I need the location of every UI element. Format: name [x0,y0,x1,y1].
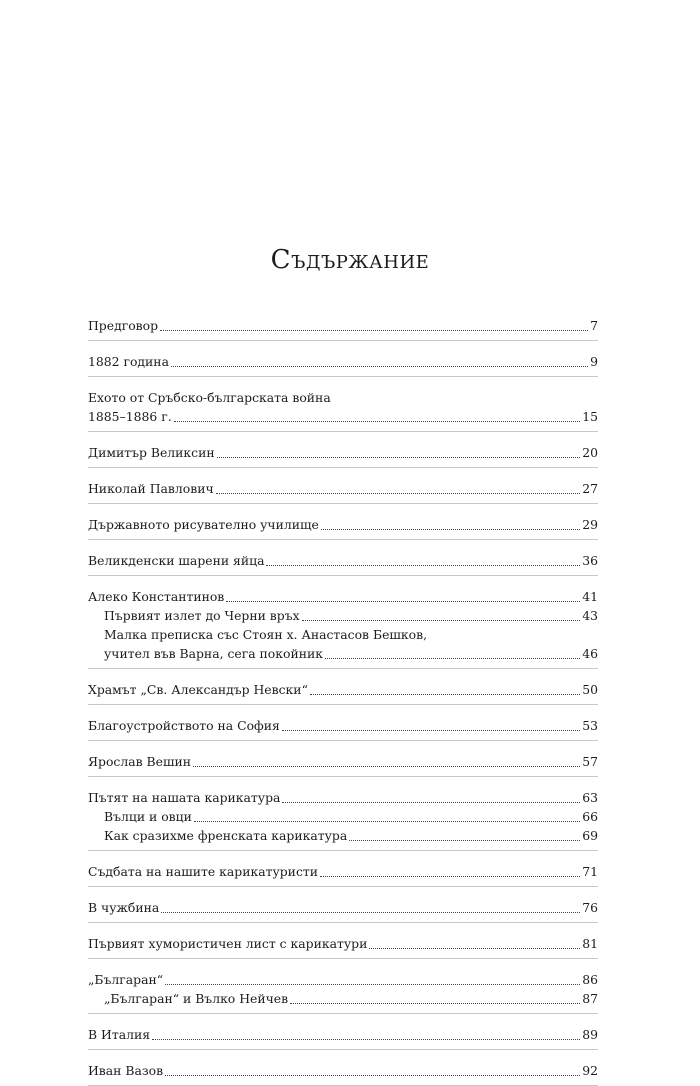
toc-page-number: 15 [582,409,598,424]
toc-page-number: 50 [582,682,598,697]
toc-entry[interactable] [88,862,598,881]
toc-subentry[interactable] [88,826,598,845]
dot-leader [165,1074,580,1076]
toc-entry-title: Първият хумористичен лист с карикатури [88,936,368,951]
toc-entry-title: Иван Вазов [88,1063,164,1078]
divider [88,776,598,777]
dot-leader [302,619,581,621]
toc-entry-title: Ярослав Вешин [88,754,191,769]
toc-page-number: 66 [582,809,598,824]
dot-leader [152,1038,580,1040]
toc-entry-title: Предговор [88,318,159,333]
toc-entry-title-line: Малка преписка със Стоян х. Анастасов Бешков, [104,627,428,642]
toc-entry-title: 1882 година [88,354,169,369]
toc-entry[interactable] [88,587,598,606]
dot-leader [369,947,580,949]
toc-page-number: 20 [582,445,598,460]
dot-leader [165,983,580,985]
page-title: Съдържание [270,245,430,276]
toc-entry[interactable] [88,680,598,699]
dot-leader [321,528,580,530]
toc-page-number: 89 [582,1027,598,1042]
toc-page-number: 7 [590,318,598,333]
dot-leader [310,693,580,695]
toc-entry-title: В Италия [88,1027,151,1042]
toc-page-number: 53 [582,718,598,733]
toc-page-number: 92 [582,1063,598,1078]
toc-entry-title: Пътят на нашата карикатура [88,790,281,805]
toc-page-number: 87 [582,991,598,1006]
toc-page-number: 9 [590,354,598,369]
toc-page-number: 57 [582,754,598,769]
toc-entry-title: Алеко Константинов [88,589,225,604]
toc-subentry[interactable] [88,989,598,1008]
dot-leader [216,492,581,494]
toc-subentry[interactable] [88,606,598,625]
divider [88,539,598,540]
toc-entry[interactable] [88,551,598,570]
toc-page-number: 63 [582,790,598,805]
dot-leader [174,420,581,422]
divider [88,958,598,959]
divider [88,1013,598,1014]
toc-entry-title: Николай Павлович [88,481,214,496]
divider [88,704,598,705]
toc-entry-title: учител във Варна, сега покойник [104,646,323,661]
toc-page-number: 71 [582,864,598,879]
toc-page-number: 29 [582,517,598,532]
divider [88,740,598,741]
toc-entry-title: Великденски шарени яйца [88,553,265,568]
dot-leader [171,365,588,367]
dot-leader [290,1002,580,1004]
table-of-contents [88,316,598,1086]
toc-entry[interactable] [88,388,598,426]
divider [88,376,598,377]
toc-entry-title: Държавното рисувателно училище [88,517,319,532]
toc-page-number: 86 [582,972,598,987]
toc-entry-title: 1885–1886 г. [88,409,172,424]
toc-entry-title: Първият излет до Черни връх [104,608,300,623]
toc-entry-title: „Българан“ [88,972,164,987]
dot-leader [282,729,580,731]
divider [88,668,598,669]
toc-page-number: 69 [582,828,598,843]
toc-entry[interactable] [88,934,598,953]
divider [88,886,598,887]
dot-leader [282,801,580,803]
divider [88,467,598,468]
toc-page-number: 36 [582,553,598,568]
toc-entry[interactable] [88,1025,598,1044]
divider [88,1049,598,1050]
toc-entry[interactable] [88,752,598,771]
toc-page-number: 27 [582,481,598,496]
divider [88,850,598,851]
toc-page-number: 81 [582,936,598,951]
dot-leader [320,875,580,877]
dot-leader [266,564,580,566]
toc-entry-title-line: Ехото от Сръбско-българската война [88,390,331,405]
toc-entry-title: „Българан“ и Вълко Нейчев [104,991,289,1006]
toc-entry[interactable] [88,1061,598,1080]
toc-entry-title: Съдбата на нашите карикатуристи [88,864,318,879]
dot-leader [325,657,580,659]
toc-entry[interactable] [88,443,598,462]
toc-entry[interactable] [88,479,598,498]
divider [88,431,598,432]
dot-leader [349,839,580,841]
toc-page-number: 41 [582,589,598,604]
divider [88,922,598,923]
toc-entry-title: В чужбина [88,900,160,915]
dot-leader [161,911,580,913]
toc-entry[interactable] [88,352,598,371]
divider [88,503,598,504]
toc-entry-title: Димитър Великсин [88,445,215,460]
toc-entry[interactable] [88,788,598,807]
dot-leader [217,456,581,458]
toc-entry-title: Как сразихме френската карикатура [104,828,348,843]
toc-entry[interactable] [88,716,598,735]
toc-subentry[interactable] [88,625,598,663]
dot-leader [194,820,580,822]
dot-leader [193,765,580,767]
toc-entry-title: Храмът „Св. Александър Невски“ [88,682,308,697]
divider [88,340,598,341]
toc-entry[interactable] [88,515,598,534]
toc-page-number: 76 [582,900,598,915]
toc-page-number: 46 [582,646,598,661]
divider [88,575,598,576]
dot-leader [160,329,588,331]
dot-leader [226,600,580,602]
toc-entry-title: Вълци и овци [104,809,192,824]
toc-page-number: 43 [582,608,598,623]
toc-entry[interactable] [88,970,598,989]
toc-entry-title: Благоустройството на София [88,718,280,733]
toc-subentry[interactable] [88,807,598,826]
toc-entry[interactable] [88,316,598,335]
toc-entry[interactable] [88,898,598,917]
